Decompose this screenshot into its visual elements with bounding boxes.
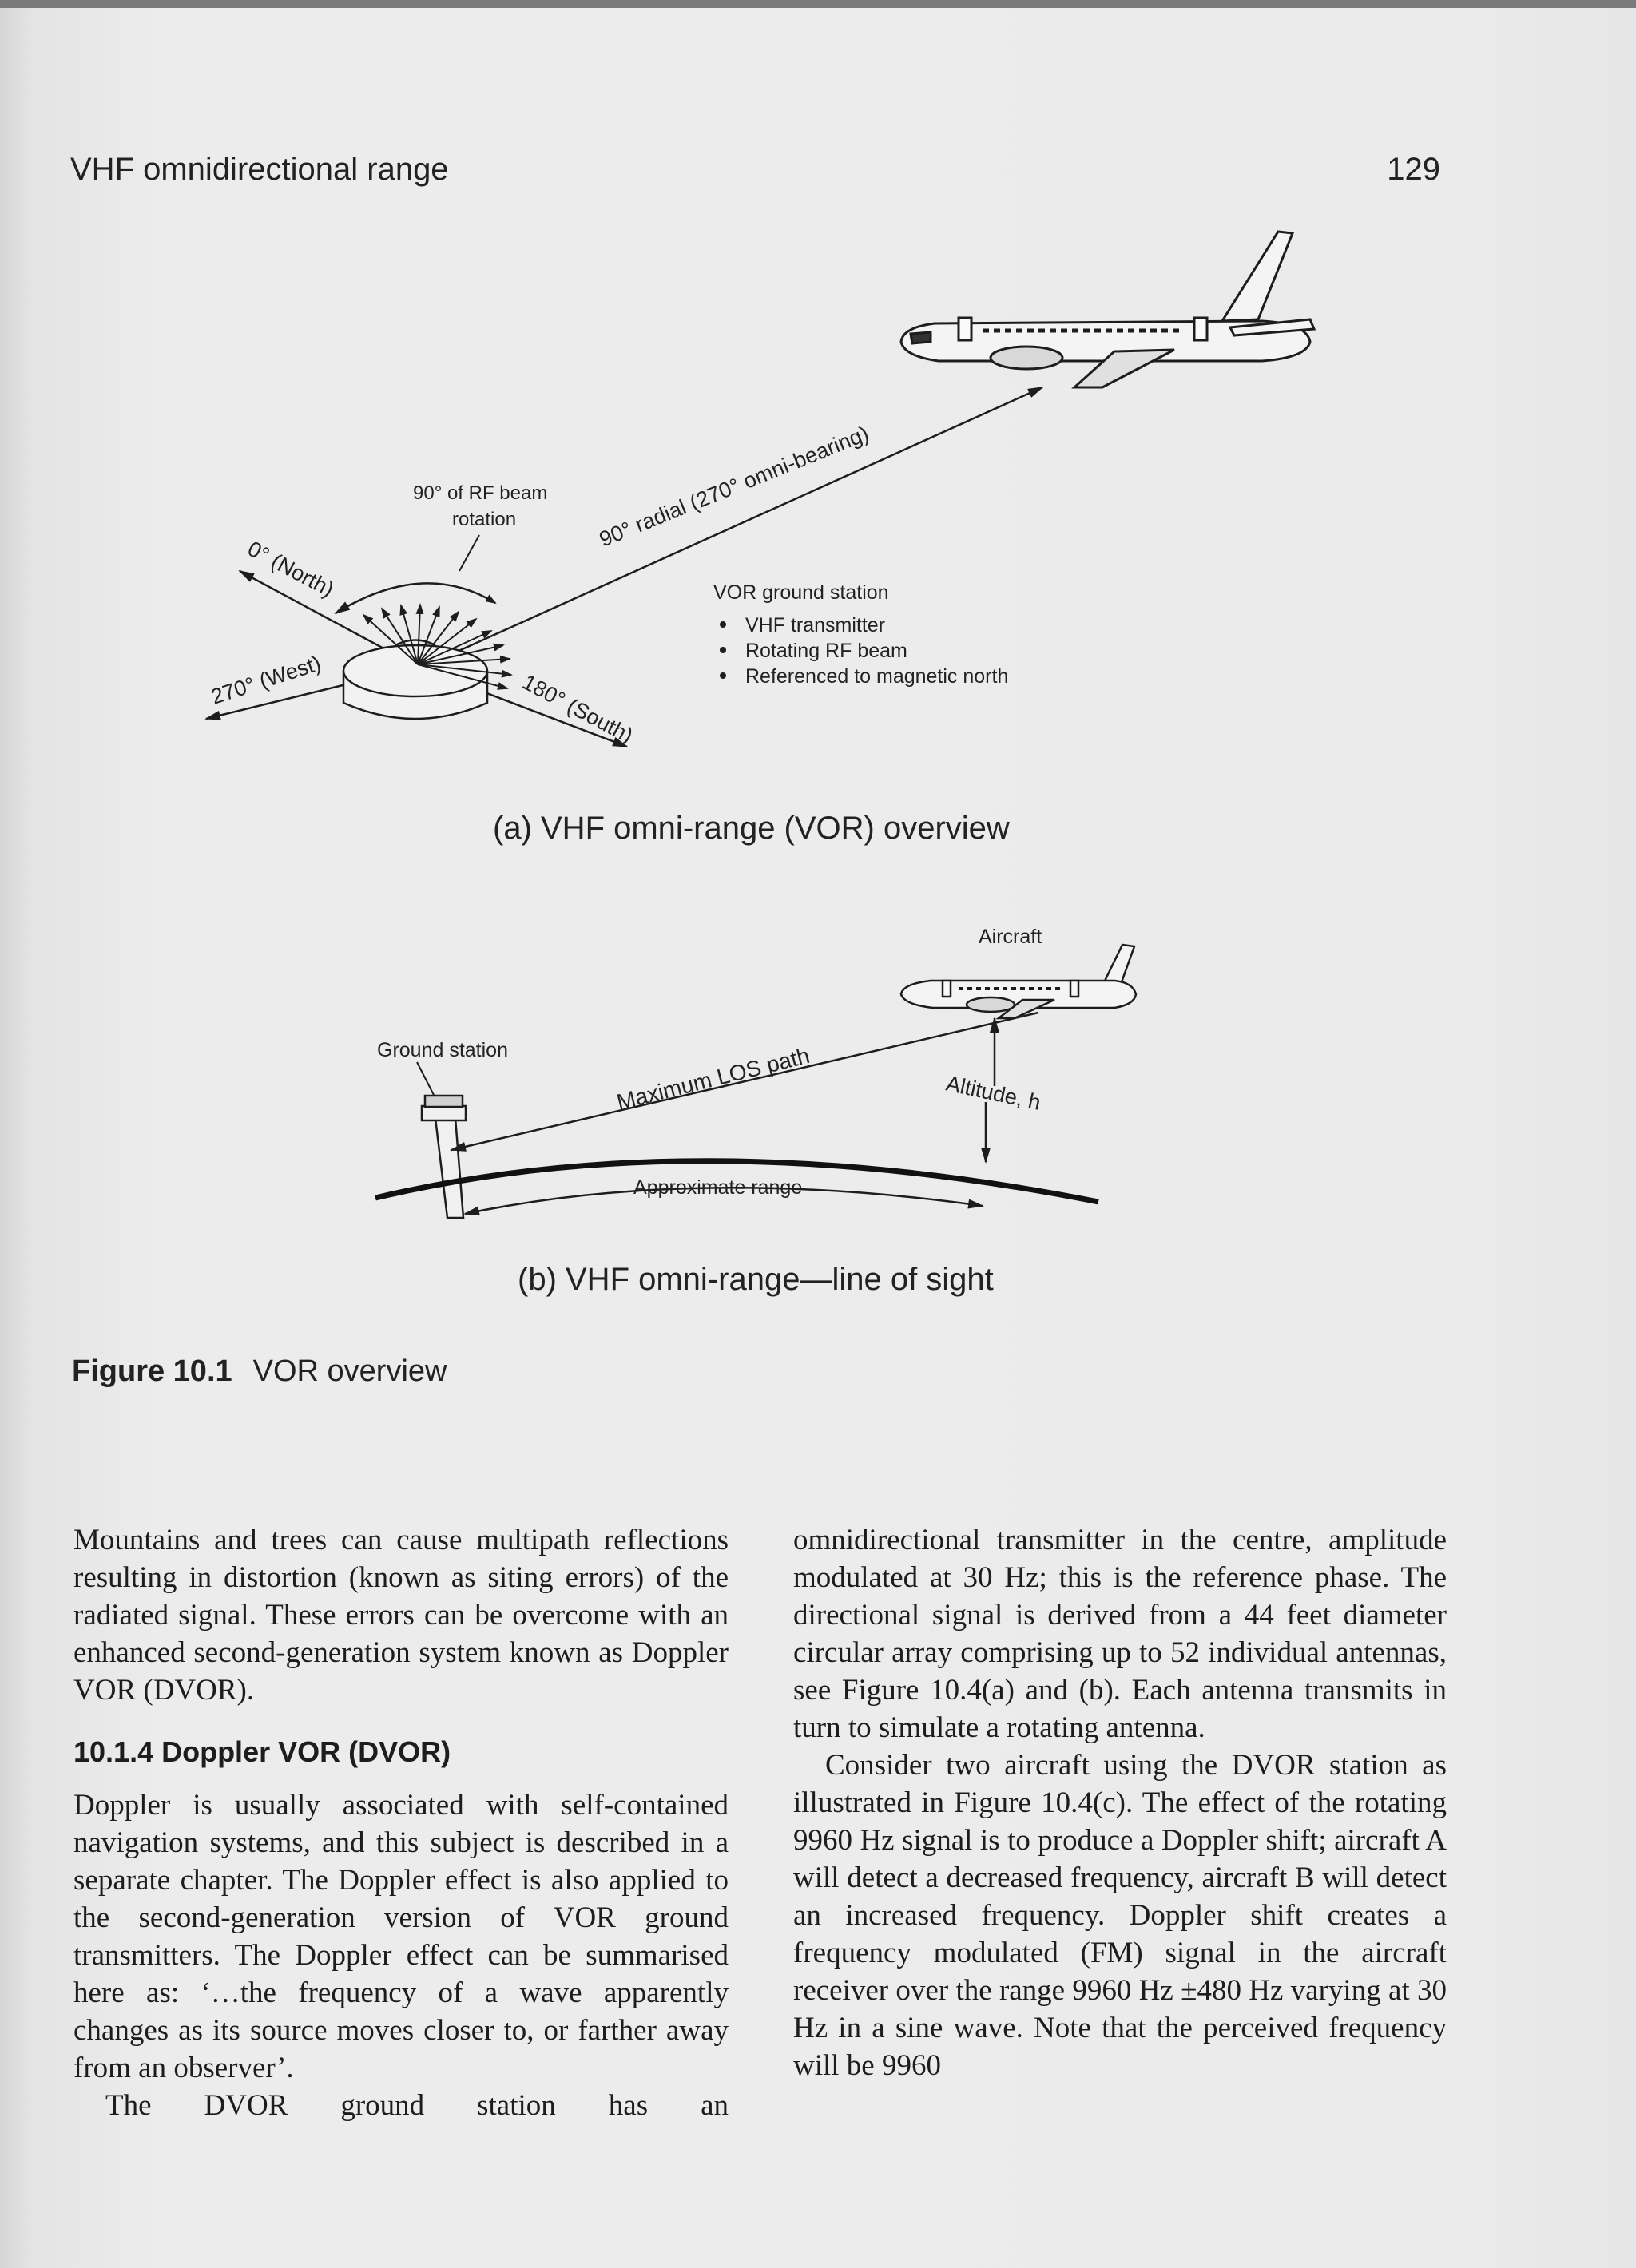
line-of-sight-diagram bbox=[375, 926, 1136, 1218]
left-text-column bbox=[73, 1521, 729, 2124]
vor-station-icon bbox=[343, 640, 487, 720]
aircraft-label: Aircraft bbox=[979, 926, 1042, 948]
bullet-dot bbox=[720, 621, 726, 628]
subfigure-b-caption: (b) VHF omni-range—line of sight bbox=[518, 1262, 994, 1297]
bullet-dot bbox=[720, 672, 726, 679]
scan-edge bbox=[0, 0, 1636, 8]
figure-caption bbox=[72, 1354, 447, 1389]
section-heading: 10.1.4 Doppler VOR (DVOR) bbox=[73, 1735, 451, 1768]
chapter-title: VHF omnidirectional range bbox=[70, 152, 449, 187]
subfigure-a-caption: (a) VHF omni-range (VOR) overview bbox=[493, 811, 1010, 846]
paragraph: Mountains and trees can cause multipath reflections resulting in distortion (known as siting errors) of the radiated signal. These errors can be overcome with an enhanced second-generation system known as Doppler VOR (DVOR). bbox=[73, 1524, 729, 1707]
beam-label-line2: rotation bbox=[452, 509, 517, 530]
station-info-item: Rotating RF beam bbox=[745, 640, 907, 662]
ground-station-label: Ground station bbox=[377, 1039, 508, 1061]
vor-overview-diagram bbox=[206, 232, 1314, 748]
page-number: 129 bbox=[1387, 152, 1440, 187]
paragraph: Consider two aircraft using the DVOR station as illustrated in Figure 10.4(c). The effect of the rotating 9960 Hz signal is to produce a Doppler shift; aircraft A will detect a decreased frequency, aircraft B will detect an increased frequency. Doppler shift creates a frequency modulated (FM) signal in the aircraft receiver over the range 9960 Hz ±480 Hz varying at 30 Hz in a sine wave. Note that the perceived frequency will be 9960 bbox=[793, 1749, 1447, 2082]
station-info-item: Referenced to magnetic north bbox=[745, 665, 1009, 688]
station-info-item: VHF transmitter bbox=[745, 614, 886, 636]
paragraph: The DVOR ground station has an bbox=[105, 2089, 729, 2122]
beam-leader bbox=[459, 535, 479, 571]
los-label: Maximum LOS path bbox=[614, 1042, 812, 1115]
rotation-arc bbox=[336, 583, 495, 613]
station-info-title: VOR ground station bbox=[713, 581, 889, 604]
paragraph: omnidirectional transmitter in the centre, amplitude modulated at 30 Hz; this is the reference phase. The directional signal is derived from a 44 feet diameter circular array comprising up to 52 individual antennas, see Figure 10.4(a) and (b). Each antenna transmits in turn to simulate a rotating antenna. bbox=[793, 1524, 1447, 1744]
control-tower-icon bbox=[422, 1096, 466, 1218]
altitude-label: Altitude, h bbox=[943, 1071, 1043, 1115]
north-label: 0° (North) bbox=[244, 536, 338, 602]
aircraft-a-icon bbox=[901, 232, 1314, 387]
radial-line bbox=[423, 387, 1042, 667]
figure-caption-text: VOR overview bbox=[252, 1354, 447, 1388]
west-label: 270° (West) bbox=[208, 651, 324, 709]
aircraft-b-icon bbox=[901, 945, 1136, 1018]
range-label: Approximate range bbox=[633, 1176, 803, 1199]
beam-label-line1: 90° of RF beam bbox=[413, 482, 548, 504]
right-text-column bbox=[793, 1521, 1447, 2084]
bullet-dot bbox=[720, 647, 726, 653]
radial-label: 90° radial (270° omni-bearing) bbox=[596, 421, 872, 552]
figure-10-1-diagram bbox=[0, 208, 1636, 1342]
figure-caption-label: Figure 10.1 bbox=[72, 1354, 232, 1388]
south-label: 180° (South) bbox=[518, 669, 637, 748]
ground-station-leader bbox=[417, 1062, 435, 1098]
paragraph: Doppler is usually associated with self-contained navigation systems, and this subject is described in a separate chapter. The Doppler effect is also applied to the second-generation version of VOR ground transmitters. The Doppler effect can be summarised here as: ‘…the frequency of a wave apparently changes as its source moves closer to, or farther away from an observer’. bbox=[73, 1789, 729, 2084]
